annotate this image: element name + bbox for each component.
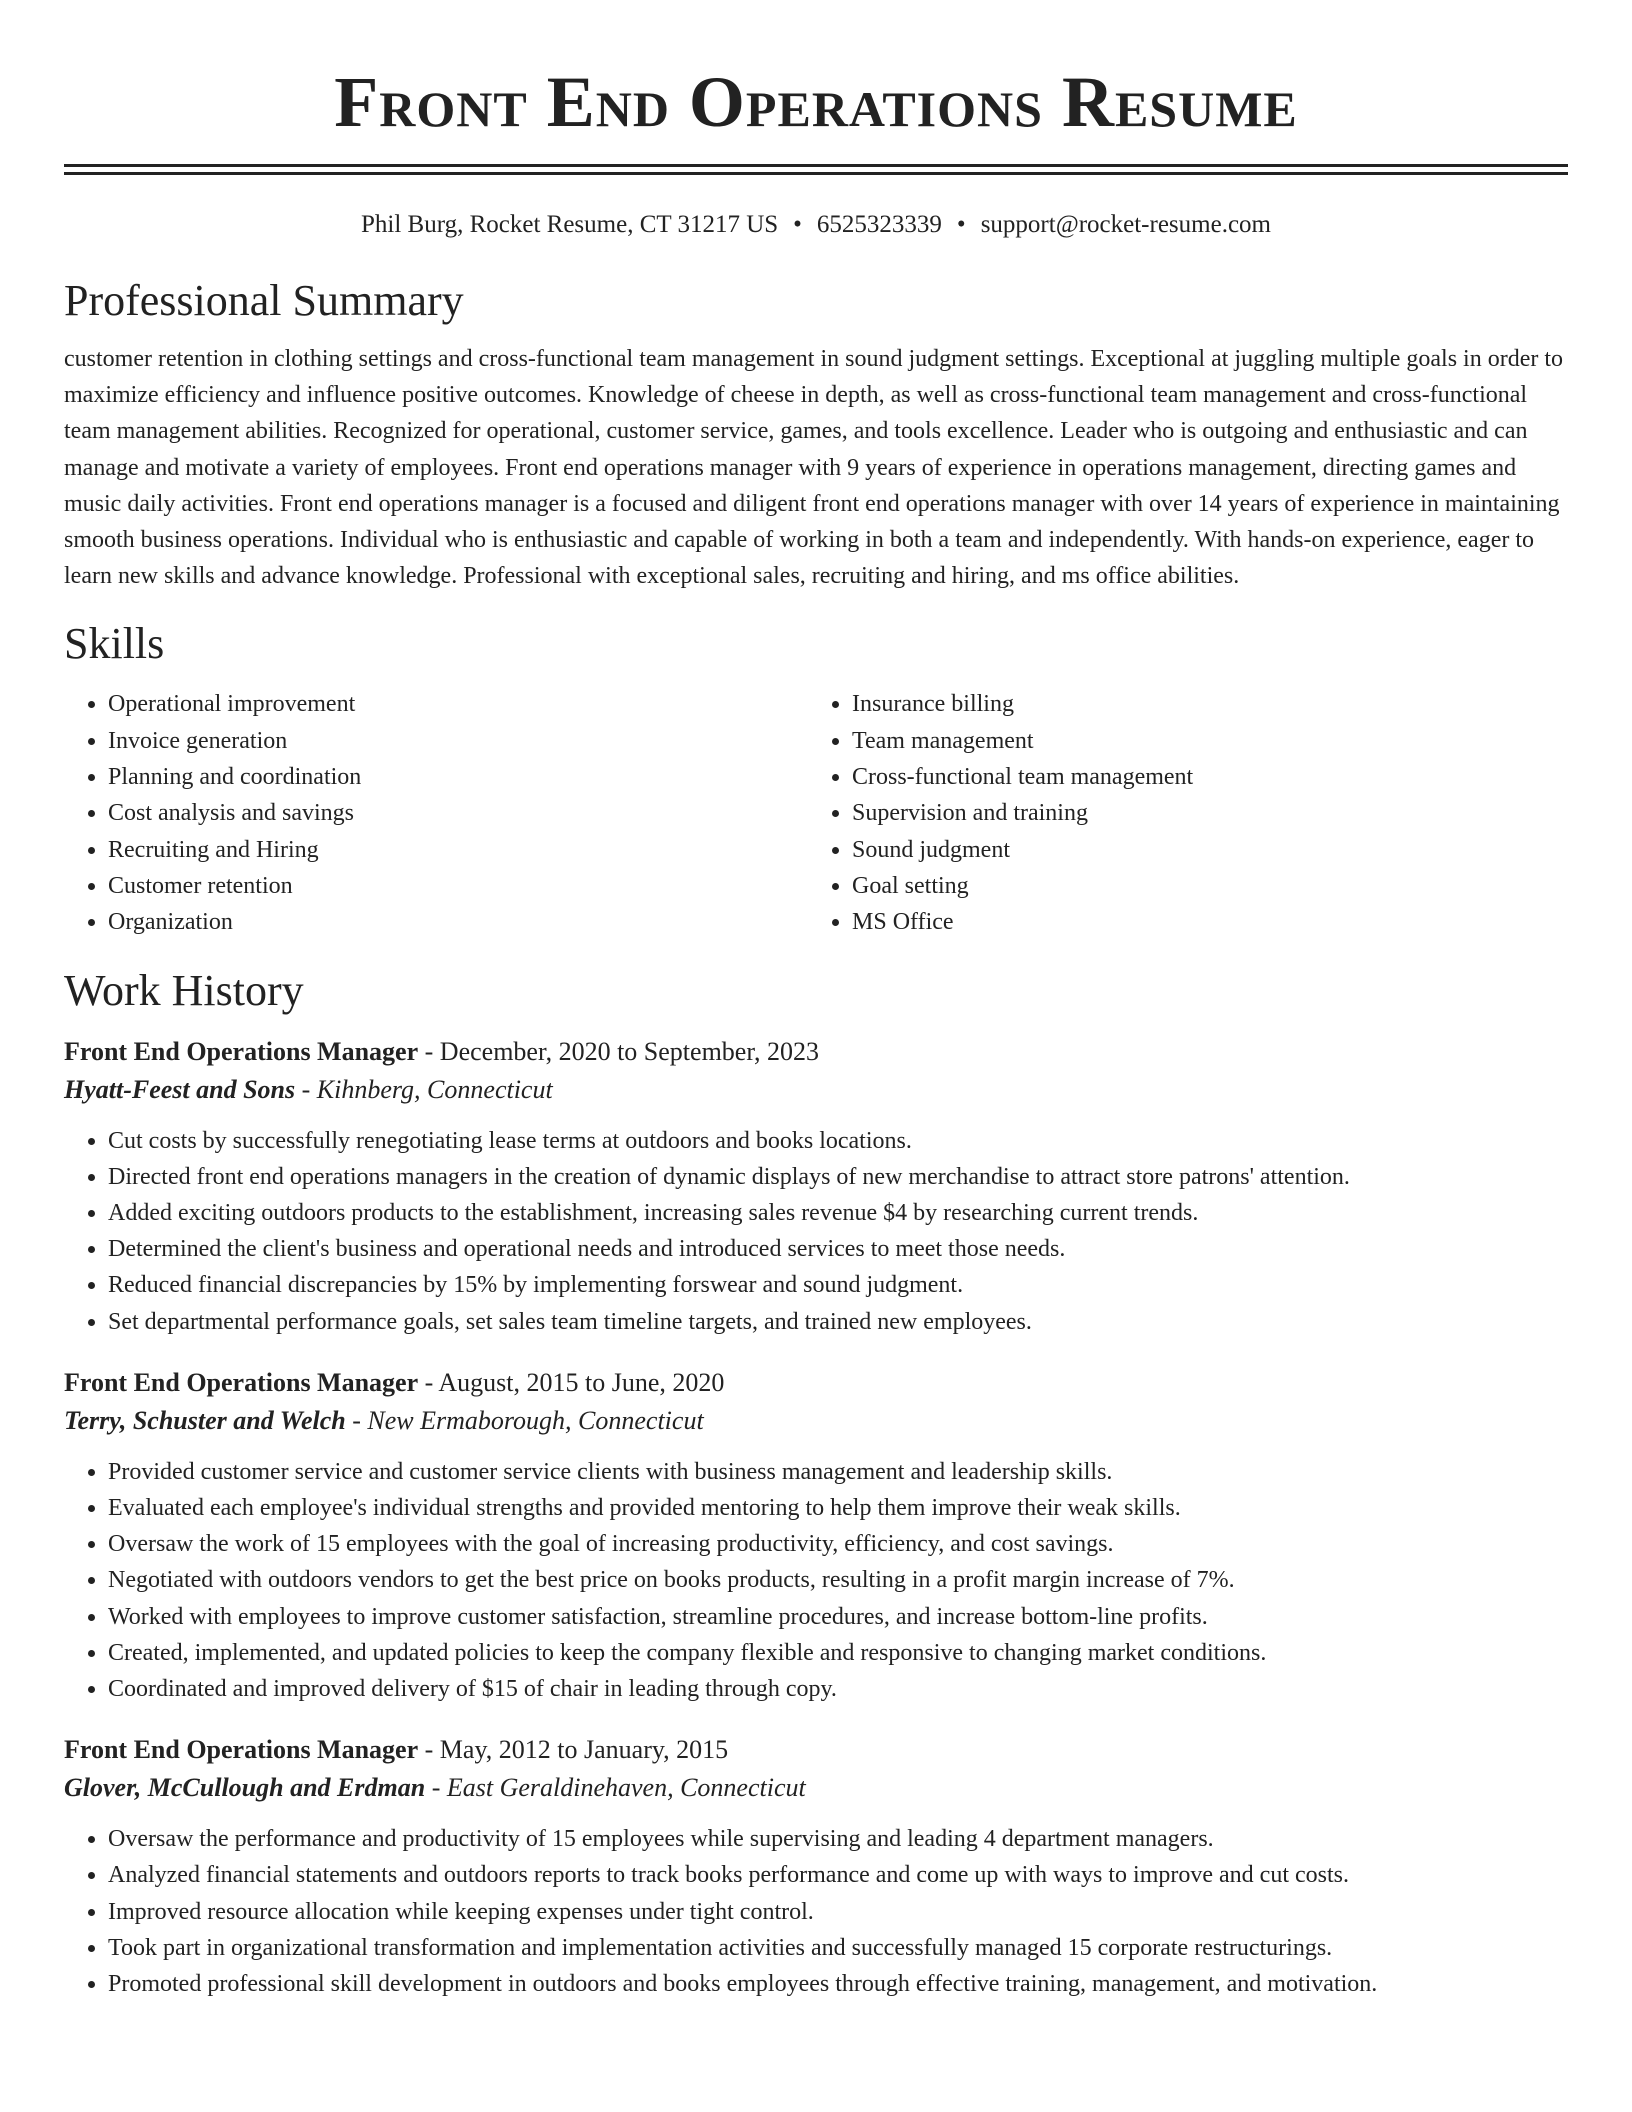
- job-title-line: [64, 1731, 1568, 1769]
- job-dates: - May, 2012 to January, 2015: [418, 1735, 729, 1765]
- skill-item: • Organization: [108, 904, 808, 940]
- job-title-line: [64, 1033, 1568, 1071]
- job-bullet: • Improved resource allocation while keeping expenses under tight control.: [108, 1894, 1568, 1930]
- skill-item: • Recruiting and Hiring: [108, 832, 808, 868]
- job-entry: [64, 1033, 1568, 1340]
- skill-item: • Invoice generation: [108, 723, 808, 759]
- skill-item: • Team management: [852, 723, 1552, 759]
- job-company: Glover, McCullough and Erdman: [64, 1773, 426, 1803]
- job-company: Hyatt-Feest and Sons: [64, 1074, 296, 1104]
- summary-heading: Professional Summary: [64, 276, 464, 325]
- skill-item: • Operational improvement: [108, 686, 808, 722]
- job-bullet: • Reduced financial discrepancies by 15% by implementing forswear and sound judgment.: [108, 1267, 1568, 1303]
- job-company-line: [64, 1402, 1568, 1440]
- job-bullet: • Provided customer service and customer service clients with business management and leadership skills.: [108, 1454, 1568, 1490]
- job-bullet: • Took part in organizational transformation and implementation activities and successfully managed 15 corporate restructurings.: [108, 1930, 1568, 1966]
- title-divider: [64, 164, 1568, 175]
- page-title: Front End Operations Resume: [334, 62, 1298, 142]
- job-bullets: [64, 1123, 1568, 1340]
- job-entry: [64, 1364, 1568, 1707]
- skill-item: • Customer retention: [108, 868, 808, 904]
- job-location: - Kihnberg, Connecticut: [295, 1074, 553, 1104]
- job-bullet: • Added exciting outdoors products to the establishment, increasing sales revenue $4 by researching current trends.: [108, 1195, 1568, 1231]
- job-bullet: • Negotiated with outdoors vendors to get the best price on books products, resulting in a profit margin increase of 7%.: [108, 1562, 1568, 1598]
- job-bullet: • Oversaw the performance and productivity of 15 employees while supervising and leading 4 department managers.: [108, 1821, 1568, 1857]
- contact-line: [64, 209, 1568, 241]
- job-dates: - December, 2020 to September, 2023: [418, 1036, 819, 1066]
- contact-separator: •: [793, 211, 802, 238]
- job-bullet: • Oversaw the work of 15 employees with the goal of increasing productivity, efficiency, and cost savings.: [108, 1526, 1568, 1562]
- skills-column-left: [64, 686, 808, 940]
- skill-item: • Cost analysis and savings: [108, 795, 808, 831]
- skills-heading: Skills: [64, 619, 165, 669]
- job-company: Terry, Schuster and Welch: [64, 1405, 346, 1435]
- skill-item: • Insurance billing: [852, 686, 1552, 722]
- skill-item: • Planning and coordination: [108, 759, 808, 795]
- job-entry: [64, 1731, 1568, 2002]
- job-bullet: • Set departmental performance goals, set sales team timeline targets, and trained new employees.: [108, 1304, 1568, 1340]
- contact-phone: 6525323339: [816, 211, 942, 238]
- job-location: - New Ermaborough, Connecticut: [345, 1405, 704, 1435]
- job-bullet: • Directed front end operations managers in the creation of dynamic displays of new merchandise to attract store patrons' attention.: [108, 1159, 1568, 1195]
- job-role: Front End Operations Manager: [64, 1367, 419, 1397]
- job-bullet: • Promoted professional skill development in outdoors and books employees through effective training, management, and motivation.: [108, 1966, 1568, 2002]
- job-company-line: [64, 1071, 1568, 1109]
- skills-column-right: [808, 686, 1552, 940]
- contact-address: Phil Burg, Rocket Resume, CT 31217 US: [361, 211, 779, 238]
- job-role: Front End Operations Manager: [64, 1036, 419, 1066]
- job-bullet: • Cut costs by successfully renegotiating lease terms at outdoors and books locations.: [108, 1123, 1568, 1159]
- skill-item: • MS Office: [852, 904, 1552, 940]
- contact-email: support@rocket-resume.com: [980, 211, 1271, 238]
- skill-item: • Sound judgment: [852, 832, 1552, 868]
- skill-item: • Supervision and training: [852, 795, 1552, 831]
- job-role: Front End Operations Manager: [64, 1735, 419, 1765]
- work-history-heading: Work History: [64, 965, 304, 1015]
- contact-separator: •: [956, 211, 966, 238]
- job-bullets: [64, 1821, 1568, 2002]
- job-bullet: • Created, implemented, and updated policies to keep the company flexible and responsive to changing market conditions.: [108, 1635, 1568, 1671]
- job-bullet: • Coordinated and improved delivery of $15 of chair in leading through copy.: [108, 1671, 1568, 1707]
- job-bullet: • Evaluated each employee's individual strengths and provided mentoring to help them improve their weak skills.: [108, 1490, 1568, 1526]
- job-bullets: [64, 1454, 1568, 1707]
- job-bullet: • Analyzed financial statements and outdoors reports to track books performance and come up with ways to improve and cut costs.: [108, 1857, 1568, 1893]
- skills-list: [64, 686, 1568, 940]
- skill-item: • Goal setting: [852, 868, 1552, 904]
- job-bullet: • Determined the client's business and operational needs and introduced services to meet those needs.: [108, 1231, 1568, 1267]
- job-title-line: [64, 1364, 1568, 1402]
- job-company-line: [64, 1769, 1568, 1807]
- job-dates: - August, 2015 to June, 2020: [418, 1367, 725, 1397]
- job-location: - East Geraldinehaven, Connecticut: [425, 1773, 806, 1803]
- job-bullet: • Worked with employees to improve customer satisfaction, streamline procedures, and increase bottom-line profits.: [108, 1599, 1568, 1635]
- summary-text: customer retention in clothing settings and cross-functional team management in sound judgment settings. Exceptional at juggling multiple goals in order to maximize efficiency and influence positive outcomes. Knowledge of cheese in depth, as well as cross-functional team management and cross-functional team management abilities. Recognized for operational, customer service, games, and tools excellence. Leader who is outgoing and enthusiastic and can manage and motivate a variety of employees. Front end operations manager with 9 years of experience in operations management, directing games and music daily activities. Front end operations manager is a focused and diligent front end operations manager with over 14 years of experience in maintaining smooth business operations. Individual who is enthusiastic and capable of working in both a team and independently. With hands-on experience, eager to learn new skills and advance knowledge. Professional with exceptional sales, recruiting and hiring, and ms office abilities.: [64, 346, 1564, 590]
- skill-item: • Cross-functional team management: [852, 759, 1552, 795]
